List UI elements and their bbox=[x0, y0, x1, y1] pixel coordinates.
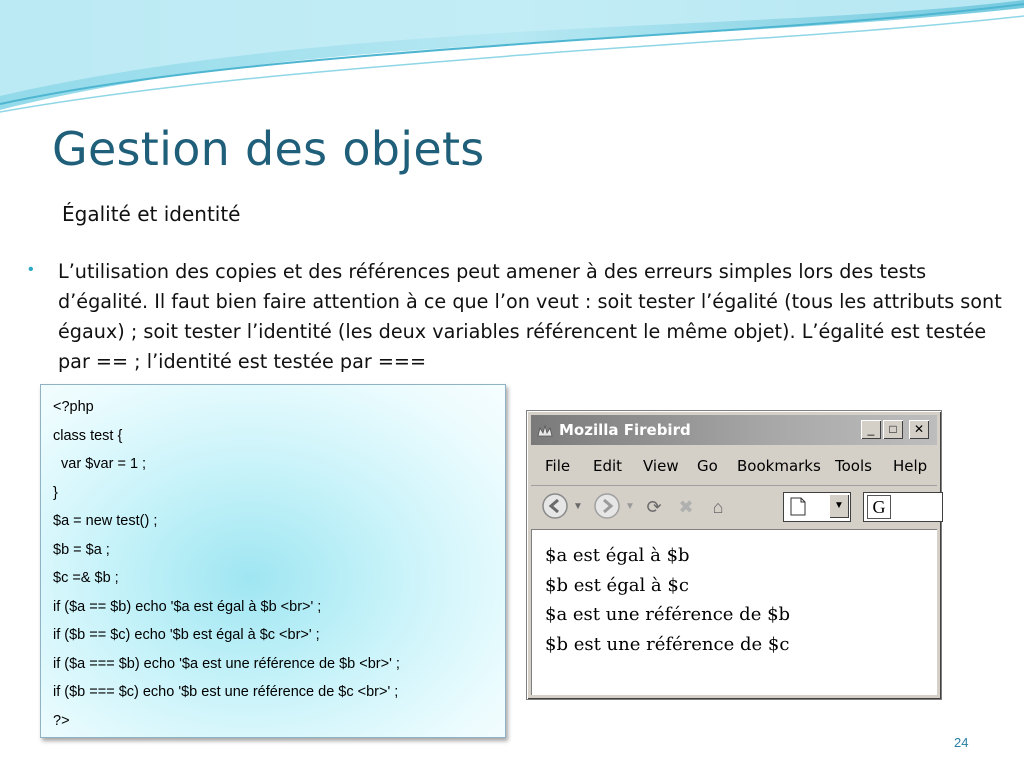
slide-title: Gestion des objets bbox=[52, 122, 485, 176]
menu-view[interactable]: View bbox=[643, 457, 679, 475]
page-number: 24 bbox=[954, 735, 969, 750]
menu-edit[interactable]: Edit bbox=[593, 457, 623, 475]
address-bar[interactable] bbox=[783, 492, 851, 522]
minimize-button[interactable]: _ bbox=[861, 420, 881, 439]
forward-dropdown-icon[interactable]: ▼ bbox=[625, 501, 635, 512]
search-field[interactable] bbox=[863, 492, 943, 522]
menu-go[interactable]: Go bbox=[697, 457, 718, 475]
output-line: $b est égal à $c bbox=[545, 574, 689, 596]
code-line: <?php bbox=[53, 399, 94, 415]
code-line: ?> bbox=[53, 712, 70, 729]
code-line: } bbox=[53, 484, 58, 501]
google-logo-icon: G bbox=[867, 495, 891, 519]
browser-content-area bbox=[531, 529, 937, 695]
code-line: if ($b == $c) echo '$b est égal à $c <br>' ; bbox=[53, 627, 320, 643]
menu-tools[interactable]: Tools bbox=[835, 457, 872, 475]
browser-window-title: Mozilla Firebird bbox=[559, 421, 691, 439]
output-line: $a est une référence de $b bbox=[545, 604, 791, 625]
menu-help[interactable]: Help bbox=[893, 457, 928, 475]
code-line: if ($a == $b) echo '$a est égal à $b <br>' ; bbox=[53, 598, 322, 615]
address-dropdown-icon[interactable]: ▼ bbox=[829, 494, 849, 518]
maximize-button[interactable]: □ bbox=[883, 420, 903, 439]
menu-file[interactable]: File bbox=[545, 457, 571, 475]
code-line: var $var = 1 ; bbox=[53, 456, 147, 472]
page-icon bbox=[790, 497, 806, 516]
slide-subtitle: Égalité et identité bbox=[62, 202, 241, 226]
firebird-logo-icon bbox=[537, 424, 553, 438]
back-dropdown-icon[interactable]: ▼ bbox=[573, 501, 583, 512]
header-wave-decoration bbox=[0, 0, 1024, 120]
code-line: if ($a === $b) echo '$a est une référence de $b <br>' ; bbox=[53, 655, 400, 672]
bullet-text: L’utilisation des copies et des références peut amener à des erreurs simples lors des tests d’égalité. Il faut bien faire attention à ce que l’on veut : soit tester l’égalité (tous les attributs sont égaux) ; soit tester l’identité (les deux variables référencent le même objet). L’égalité est testée par == ; l’identité est testée par === bbox=[58, 260, 1002, 373]
reload-icon[interactable]: ⟳ bbox=[646, 497, 662, 517]
home-icon[interactable]: ⌂ bbox=[712, 497, 724, 517]
output-line: $a est égal à $b bbox=[545, 545, 690, 566]
code-line: $b = $a ; bbox=[53, 541, 110, 558]
code-line: if ($b === $c) echo '$b est une référence de $c <br>' ; bbox=[53, 684, 399, 700]
code-line: class test { bbox=[53, 427, 123, 444]
browser-output bbox=[545, 541, 790, 659]
menu-bookmarks[interactable]: Bookmarks bbox=[737, 457, 821, 475]
code-line: $a = new test() ; bbox=[53, 513, 158, 529]
bullet-dot-icon: • bbox=[28, 261, 34, 278]
bullet-item bbox=[28, 257, 1003, 377]
close-button[interactable]: ✕ bbox=[909, 420, 929, 439]
code-listing bbox=[53, 393, 400, 735]
browser-toolbar bbox=[531, 487, 941, 527]
stop-icon[interactable]: ✖ bbox=[678, 497, 694, 517]
forward-arrow-icon[interactable] bbox=[593, 492, 621, 520]
code-line: $c =& $b ; bbox=[53, 570, 119, 586]
browser-menubar bbox=[531, 451, 937, 486]
browser-titlebar bbox=[531, 415, 937, 445]
back-arrow-icon[interactable] bbox=[541, 492, 569, 520]
browser-window-screenshot bbox=[526, 410, 942, 700]
code-box bbox=[40, 384, 506, 738]
output-line: $b est une référence de $c bbox=[545, 633, 790, 655]
